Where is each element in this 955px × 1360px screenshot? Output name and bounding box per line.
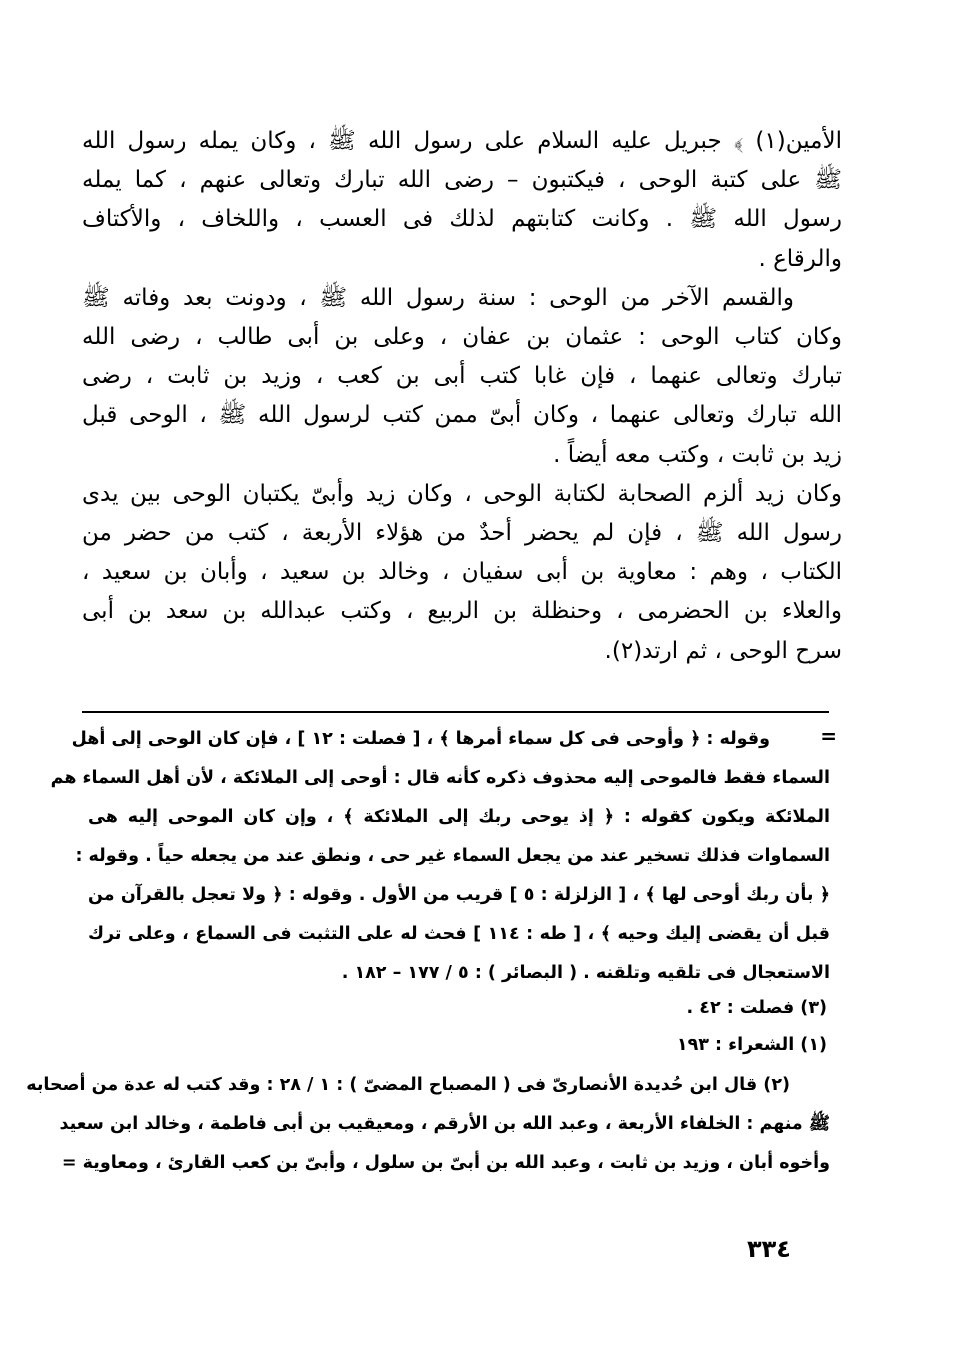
text-line: والعلاء بن الحضرمى ، وحنظلة بن الربيع ، وكتب عبدالله بن سعد بن أبى — [82, 598, 842, 625]
text-line: ﷺ على كتبة الوحى ، فيكتبون – رضى الله تبارك وتعالى عنهم ، كما يمله — [82, 167, 842, 194]
text-line: وكان كتاب الوحى : عثمان بن عفان ، وعلى بن أبى طالب ، رضى الله — [82, 324, 842, 351]
paragraph-2 — [82, 279, 842, 475]
footnote-1: (١) الشعراء : ١٩٣ — [676, 1035, 827, 1055]
paragraph-1 — [82, 122, 842, 279]
paragraph-3 — [82, 475, 842, 671]
footnote-line: الاستعجال فى تلقيه وتلقنه . ( البصائر ) : ٥ / ١٧٧ – ١٨٢ . — [341, 963, 830, 983]
footnote-line: وأخوه أبان ، وزيد بن ثابت ، وعبد الله بن أبىّ بن سلول ، وأبىّ بن كعب القارئ ، ومعاوية = — [61, 1153, 830, 1173]
text-line: والرقاع . — [758, 245, 842, 272]
footnote-line: الملائكة ويكون كقوله : ﴿ إذ يوحى ربك إلى الملائكة ﴾ ، وإن كان الموحى إليه هى — [88, 807, 830, 827]
text-line: الله تبارك وتعالى عنهما ، وكان أبىّ ممن كتب لرسول الله ﷺ ، الوحى قبل — [82, 402, 842, 429]
text-line: زيد بن ثابت ، وكتب معه أيضاً . — [553, 441, 842, 468]
footnote-line: ﴿ بأن ربك أوحى لها ﴾ ، [ الزلزلة : ٥ ] قريب من الأول . وقوله : ﴿ ولا تعجل بالقرآن من — [88, 885, 830, 905]
footnote-line: وقوله : ﴿ وأوحى فى كل سماء أمرها ﴾ ، [ فصلت : ١٢ ] ، فإن كان الوحى إلى أهل — [71, 729, 770, 749]
text-line: تبارك وتعالى عنهما ، فإن غابا كتب أبى بن كعب ، وزيد بن ثابت ، رضى — [82, 363, 842, 390]
footnote-line: قبل أن يقضى إليك وحيه ﴾ ، [ طه : ١١٤ ] فحث له على التثبت فى السماع ، وعلى ترك — [88, 924, 830, 944]
text-line: رسول الله ﷺ . وكانت كتابتهم لذلك فى العسب ، واللخاف ، والأكتاف — [82, 206, 842, 233]
footnote-separator — [82, 711, 829, 713]
text-line: سرح الوحى ، ثم ارتد(٢). — [604, 637, 842, 664]
footnote-line: ﷺ منهم : الخلفاء الأربعة ، وعبد الله بن الأرقم ، ومعيقيب بن أبى فاطمة ، وخالد ابن سعيد — [59, 1114, 830, 1134]
footnote-continuation-marker: = — [820, 724, 837, 748]
footnote-line: السماء فقط فالموحى إليه محذوف ذكره كأنه قال : أوحى إلى الملائكة ، لأن أهل السماء هم — [50, 768, 830, 788]
footnote-3: (٣) فصلت : ٤٢ . — [686, 998, 827, 1018]
footnote-continued — [50, 720, 830, 993]
page-number: ٣٣٤ — [747, 1235, 791, 1263]
main-text — [82, 122, 842, 671]
footnote-2 — [26, 1066, 830, 1183]
text-line: الكتاب ، وهم : معاوية بن أبى سفيان ، وخالد بن سعيد ، وأبان بن سعيد ، — [82, 559, 842, 586]
footnote-line: (٢) قال ابن حُديدة الأنصارىّ فى ( المصباح المضىّ ) : ١ / ٢٨ : وقد كتب له عدة من أصحابه — [26, 1075, 790, 1095]
text-line: رسول الله ﷺ ، فإن لم يحضر أحدٌ من هؤلاء الأربعة ، كتب من حضر من — [82, 520, 842, 547]
text-line: والقسم الآخر من الوحى : سنة رسول الله ﷺ ، ودونت بعد وفاته ﷺ — [82, 284, 794, 311]
text-line: الأمين(١) ﴾ جبريل عليه السلام على رسول الله ﷺ ، وكان يمله رسول الله — [82, 128, 842, 154]
text-line: وكان زيد ألزم الصحابة لكتابة الوحى ، وكان زيد وأبىّ يكتبان الوحى بين يدى — [82, 480, 842, 507]
footnote-line: السماوات فذلك تسخير عند من يجعل السماء غير حى ، ونطق عند من يجعله حياً . وقوله : — [75, 846, 830, 866]
